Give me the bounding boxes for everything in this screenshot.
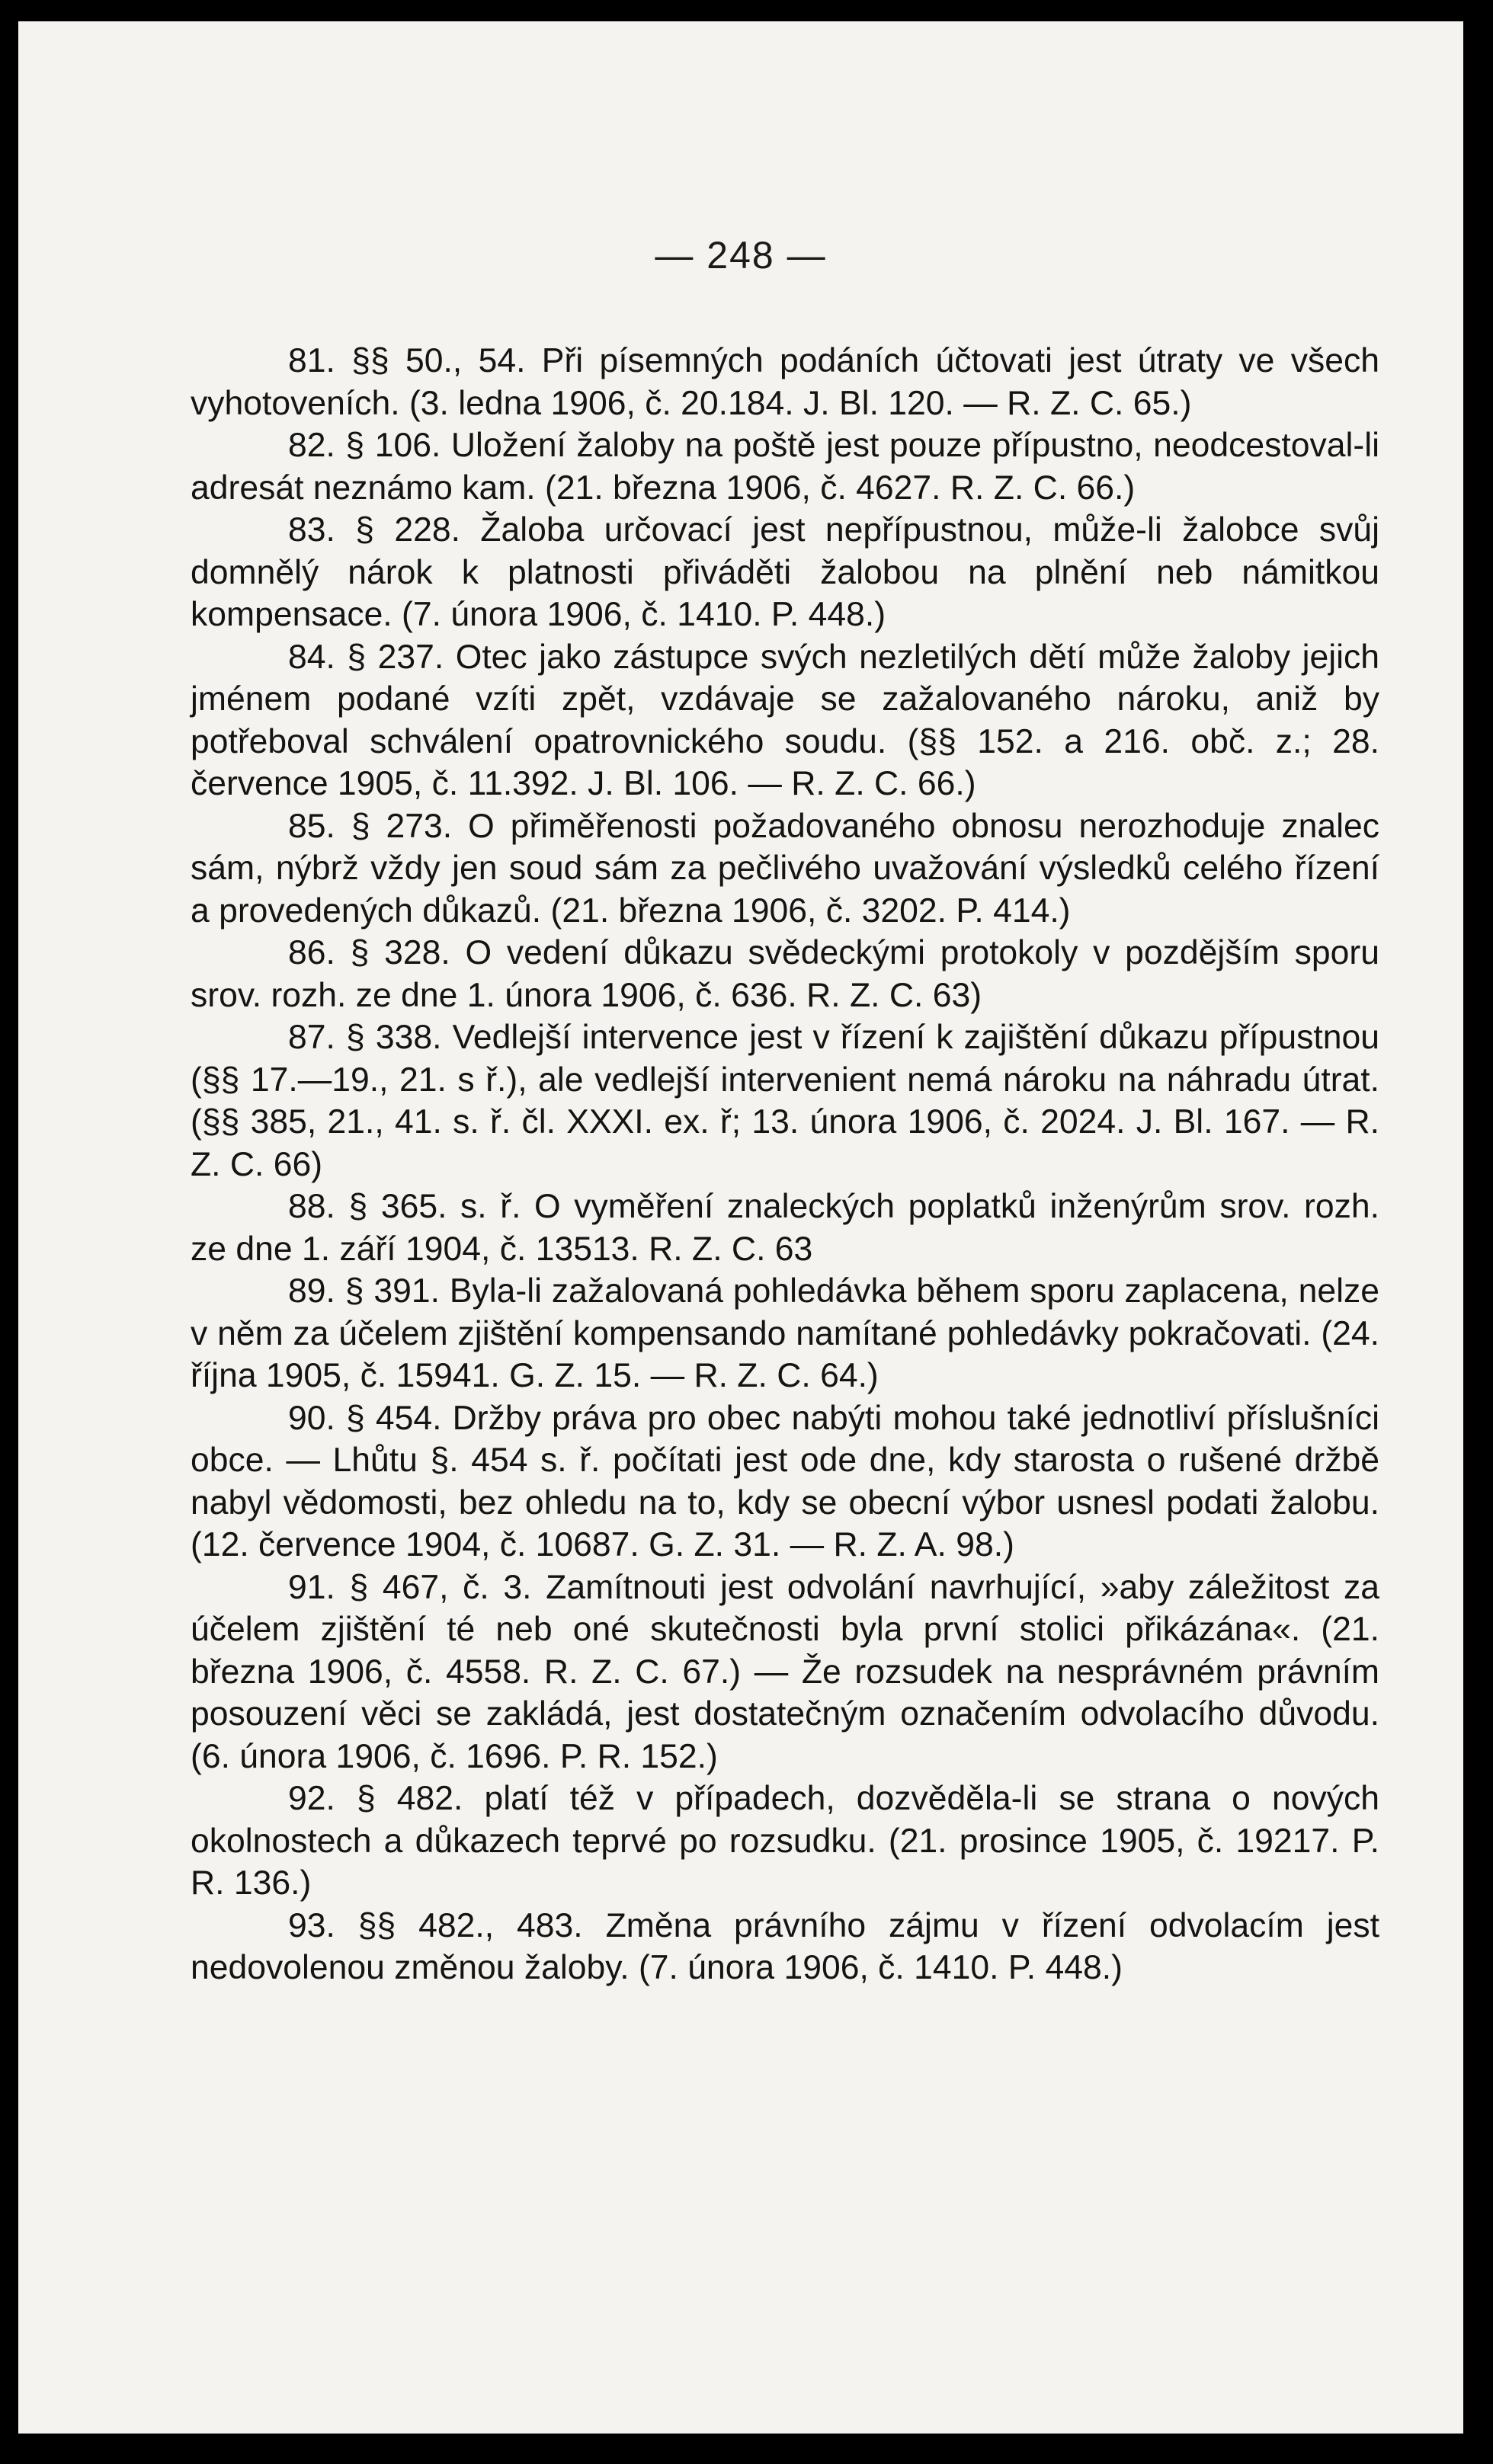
entry-93: 93. §§ 482., 483. Změna právního zájmu v řízení odvolacím jest nedovolenou změnou žaloby. (7. února 1906, č. 1410. P. 448.) [191, 1906, 1379, 1986]
entry-84: 84. § 237. Otec jako zástupce svých nezletilých dětí může žaloby jejich jménem podané vzíti zpět, vzdávaje se zažalovaného nároku, aniž by potřeboval schválení opatrovnického soudu. (§§ 152. a 216. obč. z.; 28. července 1905, č. 11.392. J. Bl. 106. — R. Z. C. 66.) [191, 638, 1379, 802]
entry-82: 82. § 106. Uložení žaloby na poště jest pouze přípustno, neodcestoval-li adresát neznámo kam. (21. března 1906, č. 4627. R. Z. C. 66.) [191, 427, 1379, 507]
entry-92: 92. § 482. platí též v případech, dozvěděla-li se strana o nových okolnostech a důkazech teprvé po rozsudku. (21. prosince 1905, č. 19217. P. R. 136.) [191, 1780, 1379, 1902]
entry-87: 87. § 338. Vedlejší intervence jest v řízení k zajištění důkazu přípustnou (§§ 17.—19., 21. s ř.), ale vedlejší intervenient nemá nároku na náhradu útrat. (§§ 385, 21., 41. s. ř. čl. XXXI. ex. ř; 13. února 1906, č. 2024. J. Bl. 167. — R. Z. C. 66) [191, 1019, 1379, 1183]
entry-91: 91. § 467, č. 3. Zamítnouti jest odvolání navrhující, »aby záležitost za účelem zjištění té neb oné skutečnosti byla první stolici přikázána«. (21. března 1906, č. 4558. R. Z. C. 67.) — Že rozsudek na nesprávném právním posouzení věci se zakládá, jest dostatečným označením odvolacího důvodu. (6. února 1906, č. 1696. P. R. 152.) [191, 1568, 1379, 1775]
entry-88: 88. § 365. s. ř. O vyměření znaleckých poplatků inženýrům srov. rozh. ze dne 1. září 1904, č. 13513. R. Z. C. 63 [191, 1188, 1379, 1268]
entry-86: 86. § 328. O vedení důkazu svědeckými protokoly v pozdějším sporu srov. rozh. ze dne 1. února 1906, č. 636. R. Z. C. 63) [191, 934, 1379, 1014]
entry-81: 81. §§ 50., 54. Při písemných podáních účtovati jest útraty ve všech vyhotoveních. (3. ledna 1906, č. 20.184. J. Bl. 120. — R. Z. C. 65.) [191, 342, 1379, 422]
entry-85: 85. § 273. O přiměřenosti požadovaného obnosu nerozhoduje znalec sám, nýbrž vždy jen soud sám za pečlivého uvažování výsledků celého řízení a provedených důkazů. (21. března 1906, č. 3202. P. 414.) [191, 807, 1379, 930]
entry-90: 90. § 454. Držby práva pro obec nabýti mohou také jednotliví příslušníci obce. — Lhůtu §. 454 s. ř. počítati jest ode dne, kdy starosta o rušené držbě nabyl vědomosti, bez ohledu na to, kdy se obecní výbor usnesl podati žalobu. (12. července 1904, č. 10687. G. Z. 31. — R. Z. A. 98.) [191, 1399, 1379, 1563]
scanned-page [18, 21, 1463, 2434]
entry-83: 83. § 228. Žaloba určovací jest nepřípustnou, může-li žalobce svůj domnělý nárok k platnosti přiváděti žalobou na plnění neb námitkou kompensace. (7. února 1906, č. 1410. P. 448.) [191, 511, 1379, 633]
entry-89: 89. § 391. Byla-li zažalovaná pohledávka během sporu zaplacena, nelze v něm za účelem zjištění kompensando namítané pohledávky pokračovati. (24. října 1905, č. 15941. G. Z. 15. — R. Z. C. 64.) [191, 1272, 1379, 1394]
page-number: — 248 — [655, 234, 827, 277]
decision-list [191, 340, 1379, 1989]
